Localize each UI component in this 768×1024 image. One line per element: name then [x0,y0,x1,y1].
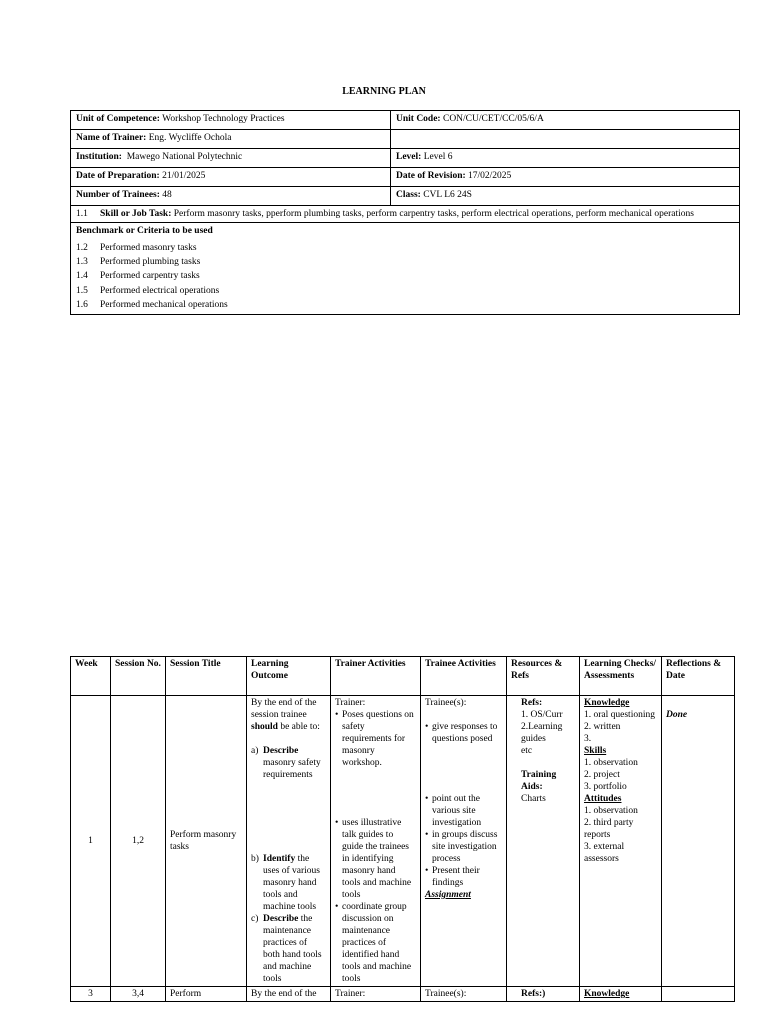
list-item: • Poses questions on safety requirements for masonry workshop. [335,709,416,769]
header-resources-refs: Resources & Refs [507,657,580,696]
resources-cell: Refs: 1. OS/Curr 2.Learning guides etc Training Aids: Charts [507,696,580,987]
date-of-preparation-cell: Date of Preparation: 21/01/2025 [71,168,391,187]
trainee-activities-cell: Trainee(s): • give responses to questions posed • point out the various site investigation • in groups discuss site investigation process • Present their findings Assignment [421,696,507,987]
reflections-cell [662,987,735,1002]
list-item: • in groups discuss site investigation process [425,829,502,865]
learning-outcome-cell [247,696,331,987]
page-title: LEARNING PLAN [342,86,426,97]
outcome-intro: By the end of the session trainee should be able to: [251,698,320,732]
week-cell: 3 [71,987,111,1002]
header-trainee-activities: Trainee Activities [421,657,507,696]
outcome-item: a) Describe masonry safety requirements [251,746,321,780]
session-schedule-table [70,656,735,1002]
unit-code-cell: Unit Code: CON/CU/CET/CC/05/6/A [391,111,740,130]
benchmark-heading: Benchmark or Criteria to be used [76,226,213,236]
learning-checks-cell: Knowledge [580,987,662,1002]
header-learning-outcome: Learning Outcome [247,657,331,696]
trainee-activities-cell: Trainee(s): [421,987,507,1002]
header-learning-checks: Learning Checks/ Assessments [580,657,662,696]
trainer-activities-cell: Trainer: [331,987,421,1002]
table-row [71,696,735,987]
benchmark-item: 1.3 Performed plumbing tasks [76,257,201,268]
header-session-no: Session No. [111,657,166,696]
benchmark-item: 1.5 Performed electrical operations [76,285,220,296]
class-cell: Class: CVL L6 24S [391,187,740,206]
header-session-title: Session Title [166,657,247,696]
trainer-activities-cell: Trainer: • Poses questions on safety requirements for masonry workshop. • uses illustrative talk guides to guide the trainees in identifying masonry hand tools and machine tools • coordinate group discussion on maintenance practices of identified hand tools and machine tools [331,696,421,987]
resources-cell: Refs:) [507,987,580,1002]
number-of-trainees-cell: Number of Trainees: 48 [71,187,391,206]
outcome-item: b) Identify the uses of various masonry hand tools and machine tools [251,854,320,912]
list-item: • uses illustrative talk guides to guide the trainees in identifying masonry hand tools and machine tools [335,817,416,901]
level-cell: Level: Level 6 [391,149,740,168]
benchmark-cell [71,223,740,315]
session-title-cell: Perform [166,987,247,1002]
session-title-cell: Perform masonry tasks [166,696,247,987]
header-week: Week [71,657,111,696]
list-item: • Present their findings [425,865,502,889]
list-item: • coordinate group discussion on maintenance practices of identified hand tools and machine tools [335,901,416,985]
institution-cell: Institution: Mawego National Polytechnic [71,149,391,168]
benchmark-item: 1.6 Performed mechanical operations [76,299,228,310]
table-header-row [71,657,735,696]
trainer-name-cell: Name of Trainer: Eng. Wycliffe Ochola [71,130,391,149]
reflection-status: Done [666,710,688,720]
table-row [71,987,735,1002]
session-no-cell: 1,2 [111,696,166,987]
benchmark-item: 1.4 Performed carpentry tasks [76,271,200,282]
date-of-revision-cell: Date of Revision: 17/02/2025 [391,168,740,187]
list-item: • give responses to questions posed [425,721,502,745]
unit-of-competence-cell: Unit of Competence: Workshop Technology Practices [71,111,391,130]
header-reflections-date: Reflections & Date [662,657,735,696]
outcome-item: c) Describe the maintenance practices of both hand tools and machine tools [251,914,322,984]
learning-outcome-cell: By the end of the [247,987,331,1002]
list-item: • point out the various site investigation [425,793,502,829]
header-trainer-activities: Trainer Activities [331,657,421,696]
benchmark-list [76,241,734,312]
week-cell: 1 [71,696,111,987]
assignment-label: Assignment [425,890,471,900]
reflections-cell [662,696,735,987]
skill-job-task-cell: 1.1 Skill or Job Task: Perform masonry tasks, pperform plumbing tasks, perform carpentry tasks, perform electrical operations, perform mechanical operations [71,206,740,223]
session-no-cell: 3,4 [111,987,166,1002]
learning-checks-cell: Knowledge 1. oral questioning 2. written 3. Skills 1. observation 2. project 3. portfolio Attitudes 1. observation 2. third party reports 3. external assessors [580,696,662,987]
plan-header-table [70,110,740,315]
empty-cell [391,130,740,149]
benchmark-item: 1.2 Performed masonry tasks [76,243,197,253]
